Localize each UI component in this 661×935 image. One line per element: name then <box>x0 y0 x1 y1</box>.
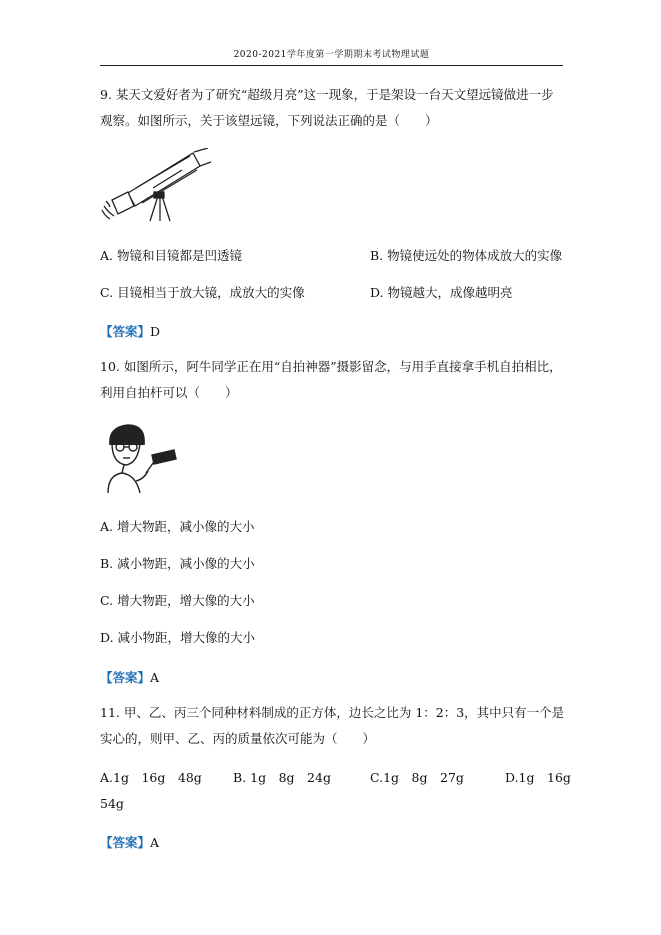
q9-option-b: B. 物镜使远处的物体成放大的实像 <box>370 248 563 263</box>
answer-tag: 【答案】 <box>100 324 151 339</box>
q9-option-a: A. 物镜和目镜都是凹透镜 <box>100 248 242 263</box>
q11-option-c: C.1g 8g 27g <box>370 770 464 785</box>
q10-option-d: D. 减小物距，增大像的大小 <box>100 630 256 645</box>
q11-option-a: A.1g 16g 48g <box>100 770 202 785</box>
q11-option-d: D.1g 16g <box>505 770 571 785</box>
q10-answer <box>100 668 159 686</box>
selfie-stick-figure <box>100 423 180 495</box>
q10-option-a: A. 增大物距，减小像的大小 <box>100 519 255 534</box>
answer-tag: 【答案】 <box>100 835 151 850</box>
q11-answer <box>100 833 159 851</box>
page-header: 2020-2021学年度第一学期期末考试物理试题 <box>100 47 563 66</box>
q11-option-b: B. 1g 8g 24g <box>233 770 331 785</box>
q10-option-c: C. 增大物距，增大像的大小 <box>100 593 255 608</box>
question-11-stem: 11. 甲、乙、丙三个同种材料制成的正方体，边长之比为 1：2：3，其中只有一个是实心的，则甲、乙、丙的质量依次可能为（ ） <box>100 705 565 746</box>
answer-value: D <box>150 324 161 339</box>
q9-answer <box>100 322 160 340</box>
question-10-stem: 10. 如图所示，阿牛同学正在用“自拍神器”摄影留念，与用手直接拿手机自拍相比，利用自拍杆可以（ ） <box>100 359 562 400</box>
q9-option-c: C. 目镜相当于放大镜，成放大的实像 <box>100 285 305 300</box>
answer-value: A <box>150 835 160 850</box>
q9-option-d: D. 物镜越大，成像越明亮 <box>370 285 513 300</box>
question-9-stem: 9. 某天文爱好者为了研究“超级月亮”这一现象，于是架设一台天文望远镜做进一步观察。如图所示，关于该望远镜，下列说法正确的是（ ） <box>100 87 554 128</box>
answer-value: A <box>150 670 160 685</box>
telescope-figure <box>98 148 213 223</box>
q11-option-d-wrap: 54g <box>100 796 124 811</box>
answer-tag: 【答案】 <box>100 670 151 685</box>
q10-option-b: B. 减小物距，减小像的大小 <box>100 556 255 571</box>
